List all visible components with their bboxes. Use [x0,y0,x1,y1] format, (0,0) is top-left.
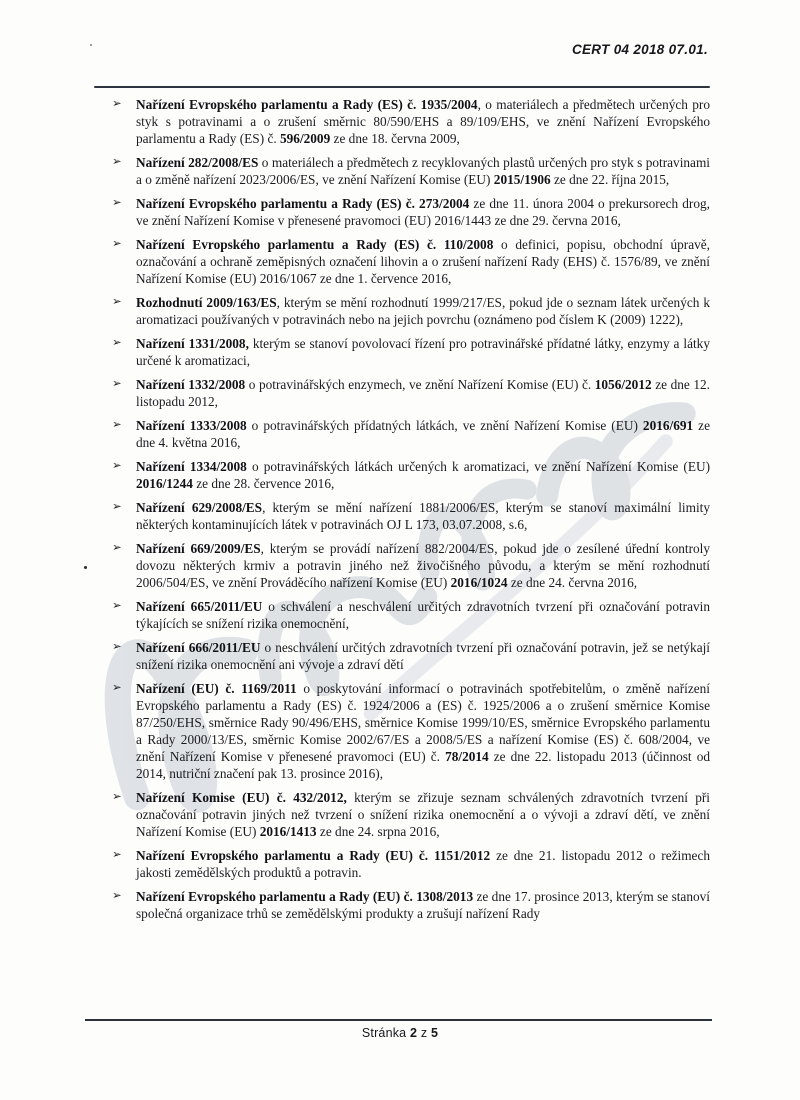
list-item-text [136,500,710,532]
bold-text: Nařízení 666/2011/EU [136,640,261,655]
plain-text: o poskytování informací o potravinách spotřebitelům, o změně nařízení Evropského parlamentu a Rady (ES) č. 1924/2006 a (ES) č. 1925/2006 a o zrušení směrnice Komise 87/250/EHS, směrnice Rady 90/496/EHS, směrnice Komise 1999/10/ES, směrnice Evropského parlamentu a Rady 2000/13/ES, směrnic Komise 2002/67/ES a 2008/5/ES a nařízení Komise (ES) č. 608/2004, ve znění Nařízení Komise v přenesené pravomoci (EU) č. [136,681,711,764]
plain-text: ze dne 12. listopadu 2012, [136,377,710,409]
arrow-bullet-icon: ➢ [112,98,122,110]
bold-text: Nařízení 282/2008/ES [136,155,259,170]
bold-text: 78/2014 [445,749,489,764]
list-item [112,540,710,591]
list-item [112,888,710,922]
arrow-bullet-icon: ➢ [112,419,122,431]
plain-text: o potravinářských látkách určených k aromatizaci, ve znění Nařízení Komise (EU) [246,459,710,474]
list-item [112,417,710,451]
list-item-text [136,889,710,921]
bold-text: Nařízení 1333/2008 [136,418,247,433]
list-item [112,154,710,188]
regulation-list [112,96,711,929]
bold-text: Rozhodnutí 2009/163/ES [136,295,277,310]
plain-text: ze dne 21. listopadu 2012 o režimech jakosti zemědělských produktů a potravin. [136,848,710,880]
plain-text: kterým se zřizuje seznam schválených zdravotních tvrzení při označování potravin jiných než tvrzení o snížení rizika onemocnění a o vývoji a zdraví dětí, ve znění Nařízení Komise (EU) [136,790,710,839]
list-item-text [136,377,710,409]
plain-text: kterým se stanoví povolovací řízení pro potravinářské přídatné látky, enzymy a látky určené k aromatizaci, [136,336,710,368]
footer-rule [85,1019,712,1021]
list-item [112,847,710,881]
plain-text: Stránka [361,1026,411,1040]
plain-text: ze dne 22. října 2015, [550,172,670,187]
arrow-bullet-icon: ➢ [112,641,122,653]
plain-text: , o materiálech a předmětech určených pro styk s potravinami a o zrušení směrnic 80/590/EHS a 89/109/EHS, ve znění Nařízení Evropského parlamentu a Rady (ES) č. [136,97,710,146]
arrow-bullet-icon: ➢ [112,337,122,349]
bold-text: 2016/1024 [450,575,508,590]
list-item-text [136,459,710,491]
plain-text: ze dne 11. února 2004 o prekursorech drog, ve znění Nařízení Komise v přenesené pravomoci (EU) 2016/1443 ze dne 29. června 2016, [136,196,710,228]
arrow-bullet-icon: ➢ [112,542,122,554]
plain-text: z [417,1026,431,1040]
plain-text: ze dne 18. června 2009, [330,131,460,146]
bold-text: Nařízení 669/2009/ES [136,541,261,556]
bold-text: Nařízení Komise (EU) č. 432/2012, [136,790,347,805]
list-item-text [136,599,710,631]
bold-text: 2016/1413 [259,824,317,839]
plain-text: ze dne 4. května 2016, [136,418,710,450]
bold-text: 2015/1906 [493,172,551,187]
arrow-bullet-icon: ➢ [112,296,122,308]
arrow-bullet-icon: ➢ [112,600,122,612]
arrow-bullet-icon: ➢ [112,682,122,694]
list-item [112,236,710,287]
plain-text: o materiálech a předmětech z recyklovaných plastů určených pro styk s potravinami a o změně nařízení 2023/2006/ES, ve znění Nařízení Komise (EU) [136,155,710,187]
bold-text: Nařízení 1334/2008 [136,459,247,474]
bold-text: 596/2009 [280,131,331,146]
list-item [112,680,711,782]
plain-text: o potravinářských přídatných látkách, ve znění Nařízení Komise (EU) [246,418,643,433]
list-item-text [136,418,710,450]
arrow-bullet-icon: ➢ [112,791,122,803]
bold-text: Nařízení 629/2008/ES [136,500,263,515]
plain-text: , kterým se mění nařízení 1881/2006/ES, kterým se stanoví maximální limity některých kontaminujících látek v potravinách OJ L 173, 03.07.2008, s.6, [136,500,710,532]
bold-text: Nařízení 1331/2008, [136,336,249,351]
list-item-text [136,97,710,146]
list-item [112,294,710,328]
arrow-bullet-icon: ➢ [112,238,122,250]
bold-text: Nařízení Evropského parlamentu a Rady (EU) č. 1151/2012 [136,848,491,863]
list-item-text [136,336,710,368]
list-item [112,499,710,533]
scan-speck [90,44,92,46]
list-item-text [136,640,710,672]
list-item-text [136,790,710,839]
list-item-text [136,848,710,880]
list-item [112,335,710,369]
plain-text: ze dne 17. prosince 2013, kterým se stanoví společná organizace trhů se zemědělskými produkty a zrušují nařízení Rady [136,889,710,921]
bold-text: 1056/2012 [594,377,652,392]
plain-text: ze dne 24. srpna 2016, [316,824,440,839]
list-item [112,195,710,229]
bold-text: 2016/1244 [136,476,193,491]
arrow-bullet-icon: ➢ [112,378,122,390]
document-code: CERT 04 2018 07.01. [571,42,708,57]
plain-text: , kterým se provádí nařízení 882/2004/ES, pokud jde o zesílené úřední kontroly dovozu některých krmiv a potravin jiného než živočišného původu, a kterým se mění rozhodnutí 2006/504/ES, ve znění Prováděcího nařízení Komise (EU) [136,541,710,590]
bold-text: Nařízení 1332/2008 [136,377,246,392]
arrow-bullet-icon: ➢ [112,501,122,513]
header-rule [94,86,710,88]
bold-text: 5 [430,1026,439,1040]
bold-text: 2016/691 [642,418,694,433]
list-item-text [136,196,710,228]
page-number [0,1026,800,1040]
list-item [112,96,710,147]
list-item-text [136,541,710,590]
arrow-bullet-icon: ➢ [112,197,122,209]
plain-text: ze dne 22. listopadu 2013 (účinnost od 2014, nutriční značení pak 13. prosince 2016), [136,749,711,781]
arrow-bullet-icon: ➢ [112,460,122,472]
bold-text: Nařízení 665/2011/EU [136,599,263,614]
bold-text: Nařízení Evropského parlamentu a Rady (ES) č. 110/2008 [136,237,494,252]
list-item [112,376,710,410]
list-item [112,789,710,840]
plain-text: o potravinářských enzymech, ve znění Nařízení Komise (EU) č. [245,377,595,392]
list-item [112,458,710,492]
bold-text: Nařízení Evropského parlamentu a Rady (ES) č. 273/2004 [136,196,470,211]
arrow-bullet-icon: ➢ [112,890,122,902]
bold-text: Nařízení (EU) č. 1169/2011 [136,681,297,696]
bold-text: Nařízení Evropského parlamentu a Rady (ES) č. 1935/2004 [136,97,478,112]
scan-speck [84,566,87,569]
list-item-text [136,681,710,781]
plain-text: ze dne 28. července 2016, [192,476,335,491]
list-item [112,598,710,632]
list-item [112,639,710,673]
bold-text: 2 [410,1026,418,1040]
list-item-text [136,155,710,187]
bold-text: Nařízení Evropského parlamentu a Rady (EU) č. 1308/2013 [136,889,474,904]
list-item-text [136,295,710,327]
plain-text: o definici, popisu, obchodní úpravě, označování a ochraně zeměpisných označení lihovin a o zrušení nařízení Rady (EHS) č. 1576/89, ve znění Nařízení Komise (EU) 2016/1067 ze dne 1. července 2016, [136,237,710,286]
arrow-bullet-icon: ➢ [112,849,122,861]
plain-text: o neschválení určitých zdravotních tvrzení při označování potravin, jež se netýkají snížení rizika onemocnění ani vývoje a zdraví dětí [136,640,710,672]
plain-text: , kterým se mění rozhodnutí 1999/217/ES, pokud jde o seznam látek určených k aromatizaci používaných v potravinách nebo na jejich povrchu (oznámeno pod číslem K (2009) 1222), [136,295,710,327]
arrow-bullet-icon: ➢ [112,156,122,168]
plain-text: ze dne 24. června 2016, [507,575,638,590]
list-item-text [136,237,710,286]
plain-text: o schválení a neschválení určitých zdravotních tvrzení při označování potravin týkajících se snížení rizika onemocnění, [136,599,710,631]
